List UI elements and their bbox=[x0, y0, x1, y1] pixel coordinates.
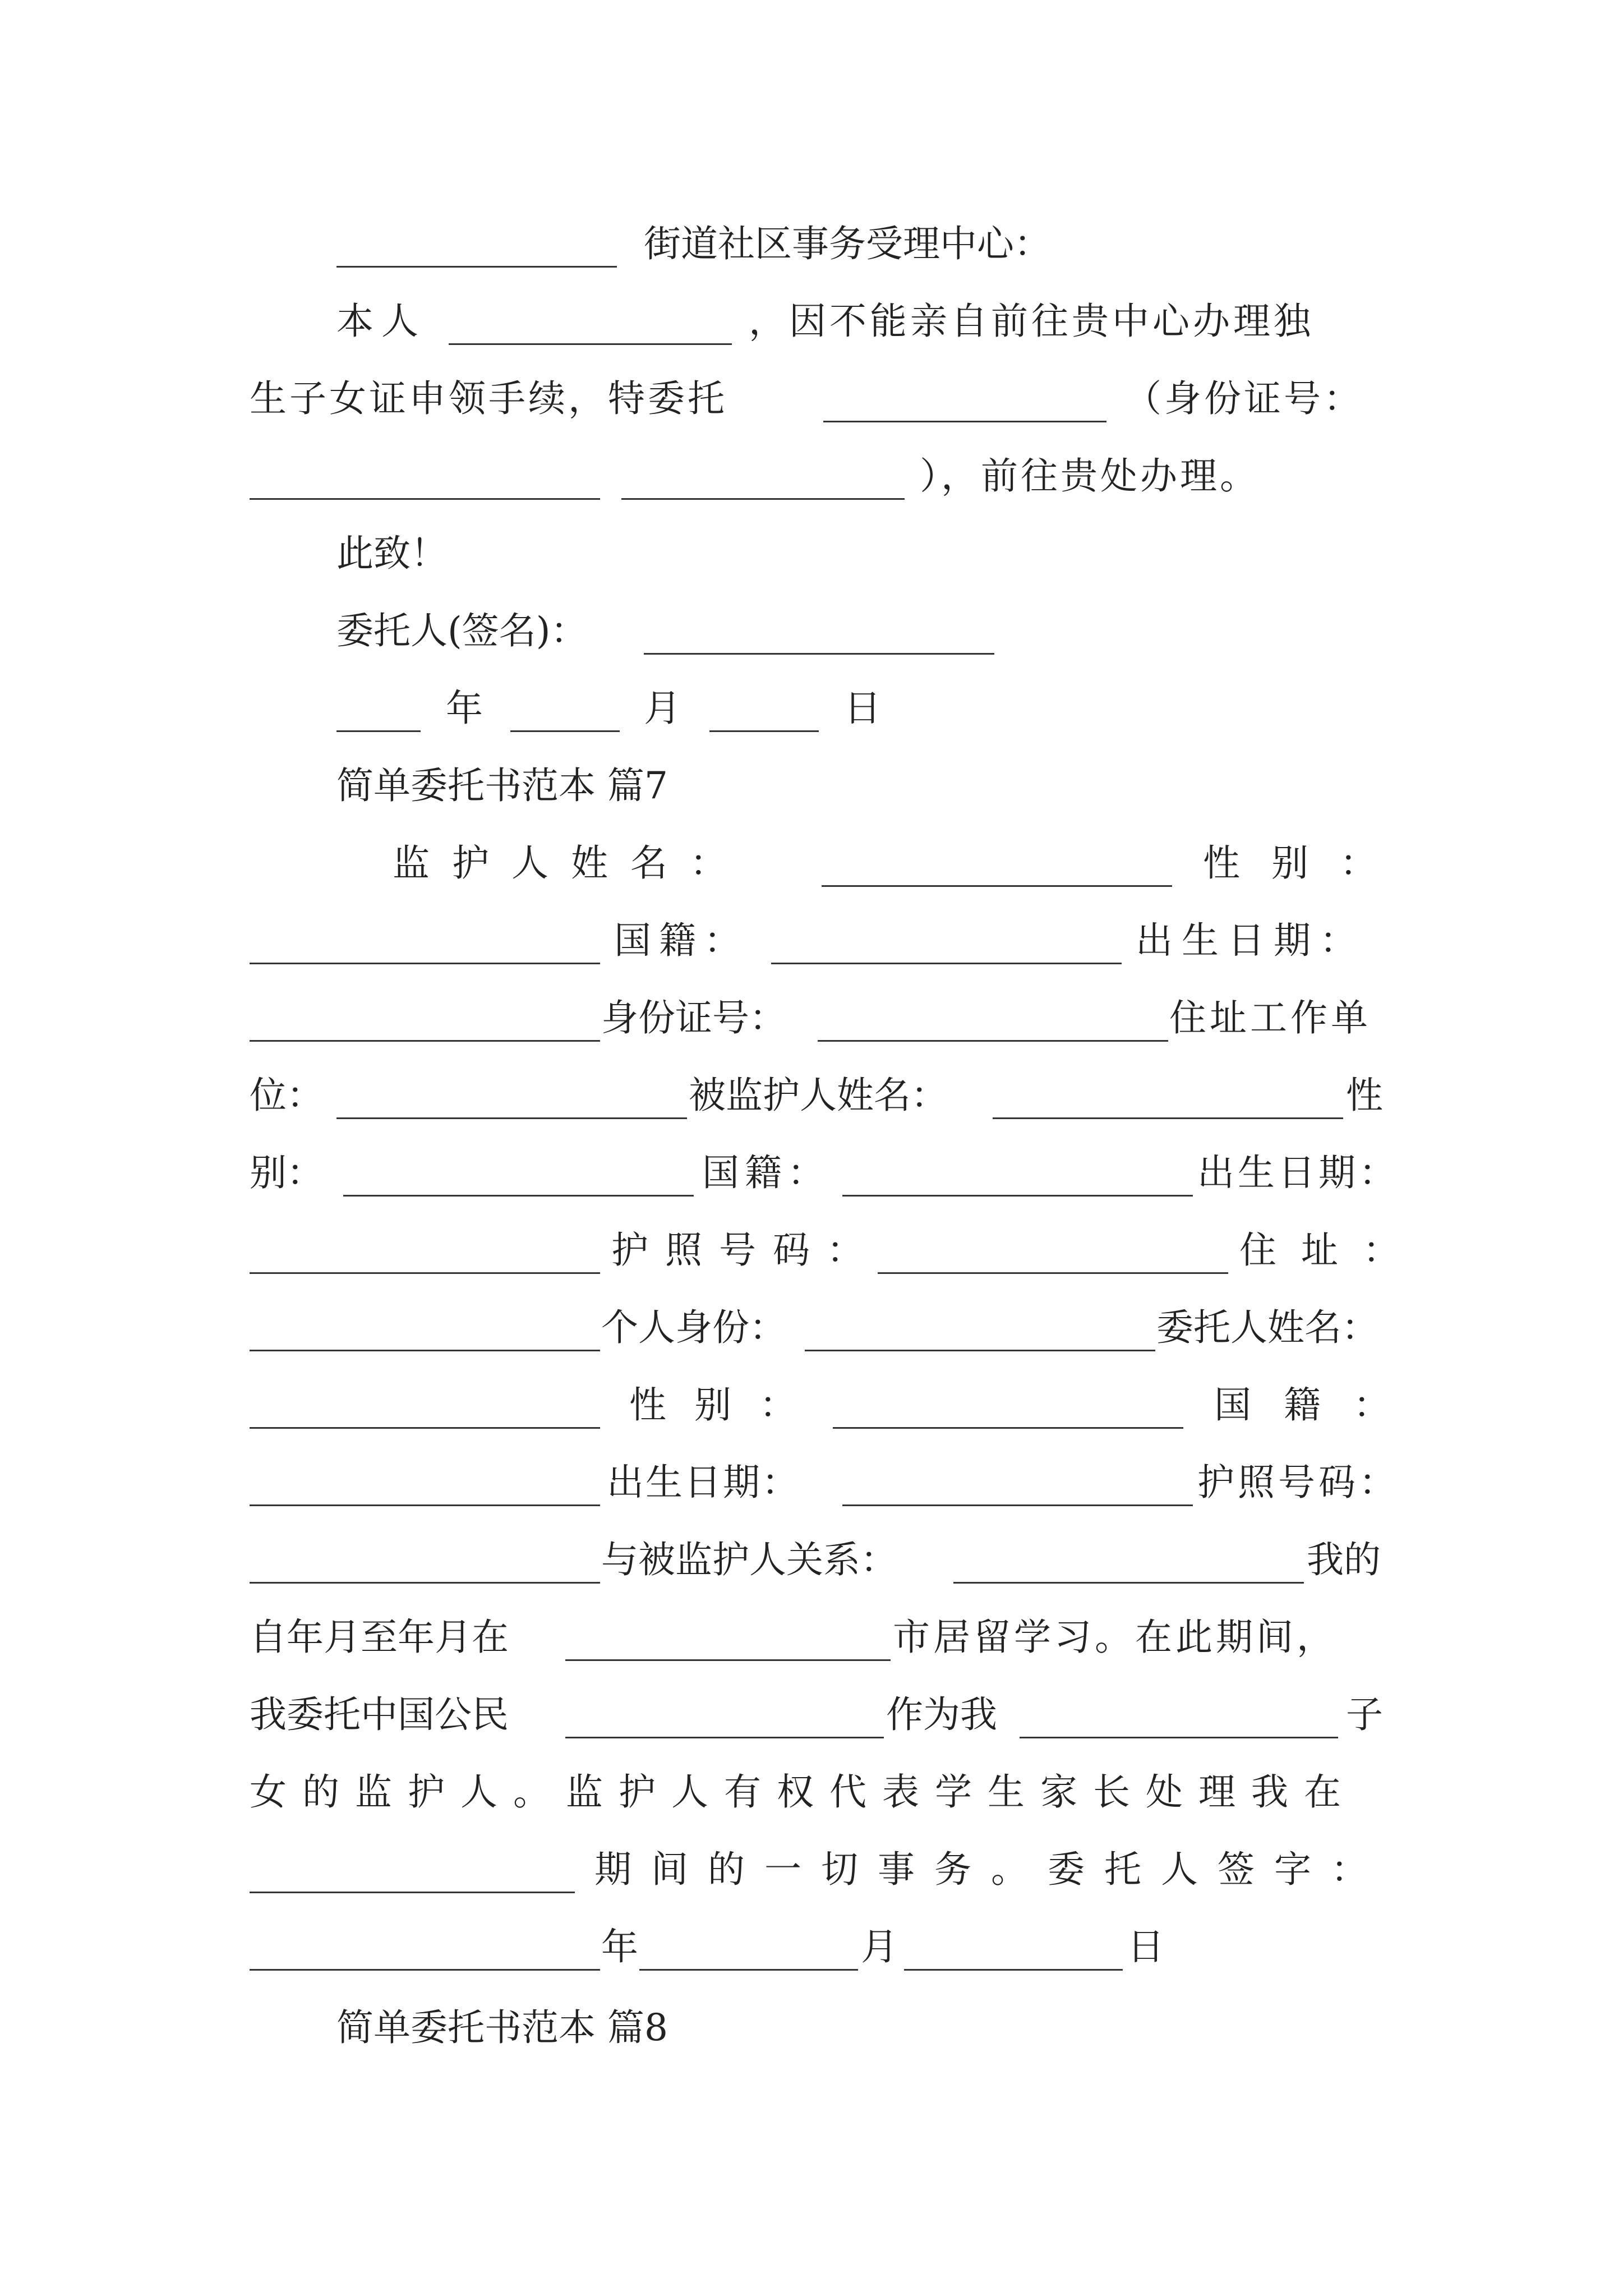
section-heading: 简单委托书范本 篇7 bbox=[336, 764, 668, 807]
blank-field bbox=[250, 1892, 575, 1893]
day-blank bbox=[709, 730, 819, 732]
month-label: 月 bbox=[861, 1925, 898, 1968]
blank-field bbox=[1020, 1737, 1338, 1738]
section-heading-line bbox=[0, 755, 1623, 817]
paragraph-text: 自年月至年月在 bbox=[250, 1616, 509, 1659]
form-line bbox=[0, 832, 1623, 894]
blank-field bbox=[771, 963, 1122, 964]
blank-field bbox=[250, 1427, 600, 1429]
form-label: 出生日期： bbox=[1136, 919, 1366, 962]
section-heading-line bbox=[0, 1997, 1623, 2059]
form-line bbox=[0, 1529, 1623, 1591]
paragraph-line bbox=[0, 445, 1623, 507]
form-label: 监护人姓名： bbox=[393, 841, 749, 885]
blank-field bbox=[823, 421, 1106, 422]
closing: 此致！ bbox=[336, 532, 448, 575]
form-label: 护照号码： bbox=[1197, 1461, 1399, 1504]
paragraph-line bbox=[0, 1607, 1623, 1668]
paragraph-text: 子 bbox=[1346, 1693, 1383, 1736]
blank-field bbox=[250, 1040, 600, 1042]
month-blank bbox=[639, 1969, 858, 1971]
paragraph-line bbox=[0, 291, 1623, 352]
paragraph-text: 作为我 bbox=[886, 1693, 997, 1736]
section-heading: 简单委托书范本 篇8 bbox=[336, 2006, 668, 2049]
form-label: 被监护人姓名： bbox=[689, 1074, 948, 1117]
paragraph-line bbox=[0, 1684, 1623, 1746]
paragraph-line bbox=[0, 1761, 1623, 1823]
form-label: 出生日期： bbox=[1197, 1151, 1399, 1194]
paragraph-text: ，因不能亲自前往贵中心办理独 bbox=[749, 300, 1314, 343]
blank-field bbox=[842, 1504, 1193, 1506]
form-line bbox=[0, 1065, 1623, 1126]
paragraph-text: 生子女证申领手续，特委托 bbox=[250, 377, 727, 420]
blank-field bbox=[250, 1350, 600, 1351]
form-label: 住址工作单 bbox=[1169, 996, 1371, 1039]
form-label: 性别： bbox=[629, 1383, 824, 1427]
form-label: 别： bbox=[250, 1151, 324, 1194]
year-blank bbox=[336, 730, 421, 732]
blank-field bbox=[953, 1582, 1304, 1584]
paragraph-line bbox=[0, 368, 1623, 430]
form-line bbox=[0, 1374, 1623, 1436]
form-label: 国籍： bbox=[702, 1151, 830, 1194]
blank-field bbox=[336, 1117, 687, 1119]
form-label: 住址： bbox=[1239, 1228, 1424, 1272]
paragraph-text: 市居留学习。在此期间， bbox=[893, 1616, 1337, 1659]
day-label: 日 bbox=[1127, 1925, 1164, 1968]
blank-field bbox=[343, 1195, 694, 1197]
form-line bbox=[0, 1452, 1623, 1513]
blank-field bbox=[336, 266, 617, 268]
signer-line bbox=[0, 600, 1623, 662]
blank-field bbox=[449, 343, 732, 345]
paragraph-text: （身份证号： bbox=[1124, 377, 1363, 420]
blank-field bbox=[250, 1504, 600, 1506]
salutation-line bbox=[0, 213, 1623, 275]
month-blank bbox=[510, 730, 620, 732]
form-label: 性 bbox=[1346, 1074, 1383, 1117]
paragraph-line bbox=[0, 1839, 1623, 1901]
closing-line bbox=[0, 523, 1623, 585]
form-label: 国籍： bbox=[1214, 1383, 1423, 1427]
year-label: 年 bbox=[446, 687, 483, 730]
day-label: 日 bbox=[844, 687, 881, 730]
blank-field bbox=[993, 1117, 1343, 1119]
paragraph-text: 本人 bbox=[336, 300, 426, 343]
year-label: 年 bbox=[601, 1925, 638, 1968]
blank-field bbox=[565, 1659, 891, 1661]
blank-field bbox=[250, 1582, 600, 1584]
form-line bbox=[0, 1297, 1623, 1359]
date-line bbox=[0, 678, 1623, 739]
form-line bbox=[0, 1142, 1623, 1204]
blank-field bbox=[818, 1040, 1168, 1042]
form-label: 个人身份： bbox=[601, 1306, 786, 1349]
blank-field bbox=[250, 1272, 600, 1274]
blank-field bbox=[878, 1272, 1228, 1274]
form-label: 出生日期： bbox=[607, 1461, 800, 1504]
form-label: 国籍： bbox=[614, 919, 749, 962]
form-label: 与被监护人关系： bbox=[601, 1538, 897, 1581]
blank-field bbox=[805, 1350, 1155, 1351]
signature-blank bbox=[644, 653, 994, 655]
form-label: 护照号码： bbox=[611, 1228, 880, 1272]
form-label: 性别： bbox=[1203, 841, 1408, 885]
signature-blank bbox=[250, 1969, 600, 1971]
blank-field bbox=[842, 1195, 1193, 1197]
blank-field bbox=[250, 498, 600, 500]
form-label: 我的 bbox=[1307, 1538, 1381, 1581]
form-label: 身份证号： bbox=[601, 996, 786, 1039]
form-line bbox=[0, 910, 1623, 972]
paragraph-text: ），前往贵处办理。 bbox=[920, 454, 1260, 498]
form-label: 委托人姓名： bbox=[1156, 1306, 1378, 1349]
form-label: 位： bbox=[250, 1074, 324, 1117]
blank-field bbox=[621, 498, 905, 500]
month-label: 月 bbox=[644, 687, 681, 730]
blank-field bbox=[822, 885, 1172, 887]
blank-field bbox=[565, 1737, 884, 1738]
signer-label: 委托人(签名)： bbox=[336, 609, 588, 652]
paragraph-text: 我委托中国公民 bbox=[250, 1693, 509, 1736]
blank-field bbox=[833, 1427, 1183, 1429]
form-line bbox=[0, 1220, 1623, 1281]
form-line bbox=[0, 987, 1623, 1049]
salutation: 街道社区事务受理中心： bbox=[644, 222, 1051, 265]
paragraph-text: 期间的一切事务。委托人签字： bbox=[594, 1848, 1387, 1891]
day-blank bbox=[904, 1969, 1123, 1971]
blank-field bbox=[250, 963, 600, 964]
date-line bbox=[0, 1916, 1623, 1978]
paragraph-text: 女的监护人。监护人有权代表学生家长处理我在 bbox=[250, 1770, 1357, 1814]
